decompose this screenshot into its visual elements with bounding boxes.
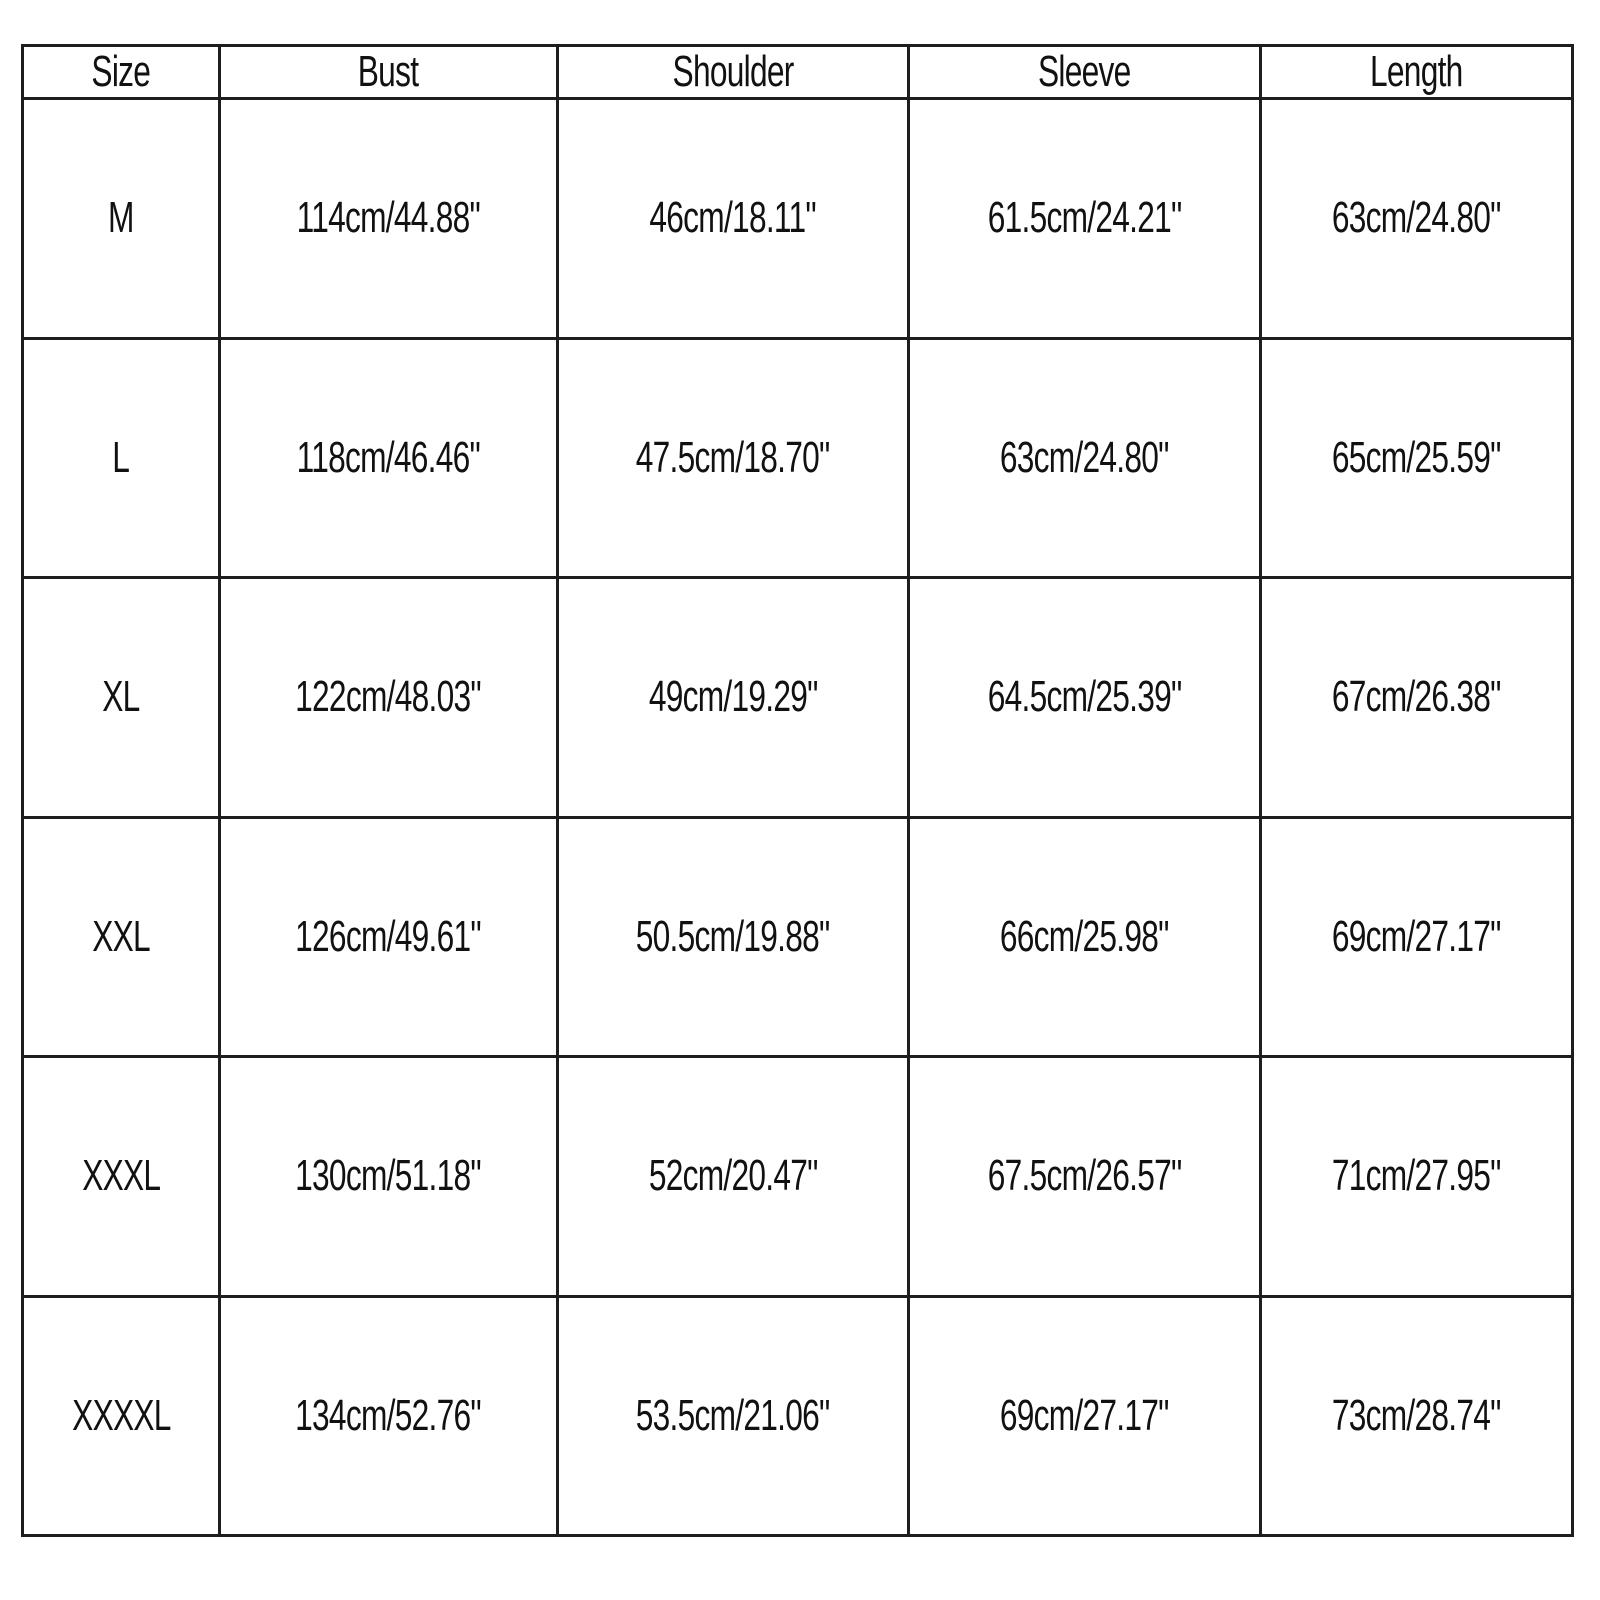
header-size: Size [23, 46, 220, 99]
shoulder-cell: 50.5cm/19.88" [558, 817, 909, 1057]
size-cell: M [23, 99, 220, 339]
bust-cell: 130cm/51.18" [220, 1057, 558, 1297]
header-row [23, 46, 1573, 99]
sleeve-cell: 67.5cm/26.57" [909, 1057, 1261, 1297]
header-bust: Bust [220, 46, 558, 99]
bust-cell: 118cm/46.46" [220, 338, 558, 578]
length-cell: 65cm/25.59" [1261, 338, 1573, 578]
shoulder-cell: 46cm/18.11" [558, 99, 909, 339]
shoulder-cell: 53.5cm/21.06" [558, 1296, 909, 1536]
sleeve-cell: 64.5cm/25.39" [909, 578, 1261, 818]
header-length: Length [1261, 46, 1573, 99]
length-cell: 73cm/28.74" [1261, 1296, 1573, 1536]
header-shoulder: Shoulder [558, 46, 909, 99]
length-cell: 63cm/24.80" [1261, 99, 1573, 339]
table-row [23, 338, 1573, 578]
sleeve-cell: 63cm/24.80" [909, 338, 1261, 578]
table-row [23, 99, 1573, 339]
table-row [23, 817, 1573, 1057]
size-chart-table [21, 44, 1574, 1537]
shoulder-cell: 47.5cm/18.70" [558, 338, 909, 578]
length-cell: 71cm/27.95" [1261, 1057, 1573, 1297]
bust-cell: 122cm/48.03" [220, 578, 558, 818]
shoulder-cell: 52cm/20.47" [558, 1057, 909, 1297]
shoulder-cell: 49cm/19.29" [558, 578, 909, 818]
bust-cell: 126cm/49.61" [220, 817, 558, 1057]
table-row [23, 578, 1573, 818]
bust-cell: 134cm/52.76" [220, 1296, 558, 1536]
bust-cell: 114cm/44.88" [220, 99, 558, 339]
table-row [23, 1057, 1573, 1297]
table-row [23, 1296, 1573, 1536]
sleeve-cell: 66cm/25.98" [909, 817, 1261, 1057]
length-cell: 67cm/26.38" [1261, 578, 1573, 818]
header-sleeve: Sleeve [909, 46, 1261, 99]
size-cell: L [23, 338, 220, 578]
sleeve-cell: 69cm/27.17" [909, 1296, 1261, 1536]
length-cell: 69cm/27.17" [1261, 817, 1573, 1057]
sleeve-cell: 61.5cm/24.21" [909, 99, 1261, 339]
size-cell: XXXXL [23, 1296, 220, 1536]
size-cell: XXL [23, 817, 220, 1057]
size-cell: XL [23, 578, 220, 818]
size-cell: XXXL [23, 1057, 220, 1297]
